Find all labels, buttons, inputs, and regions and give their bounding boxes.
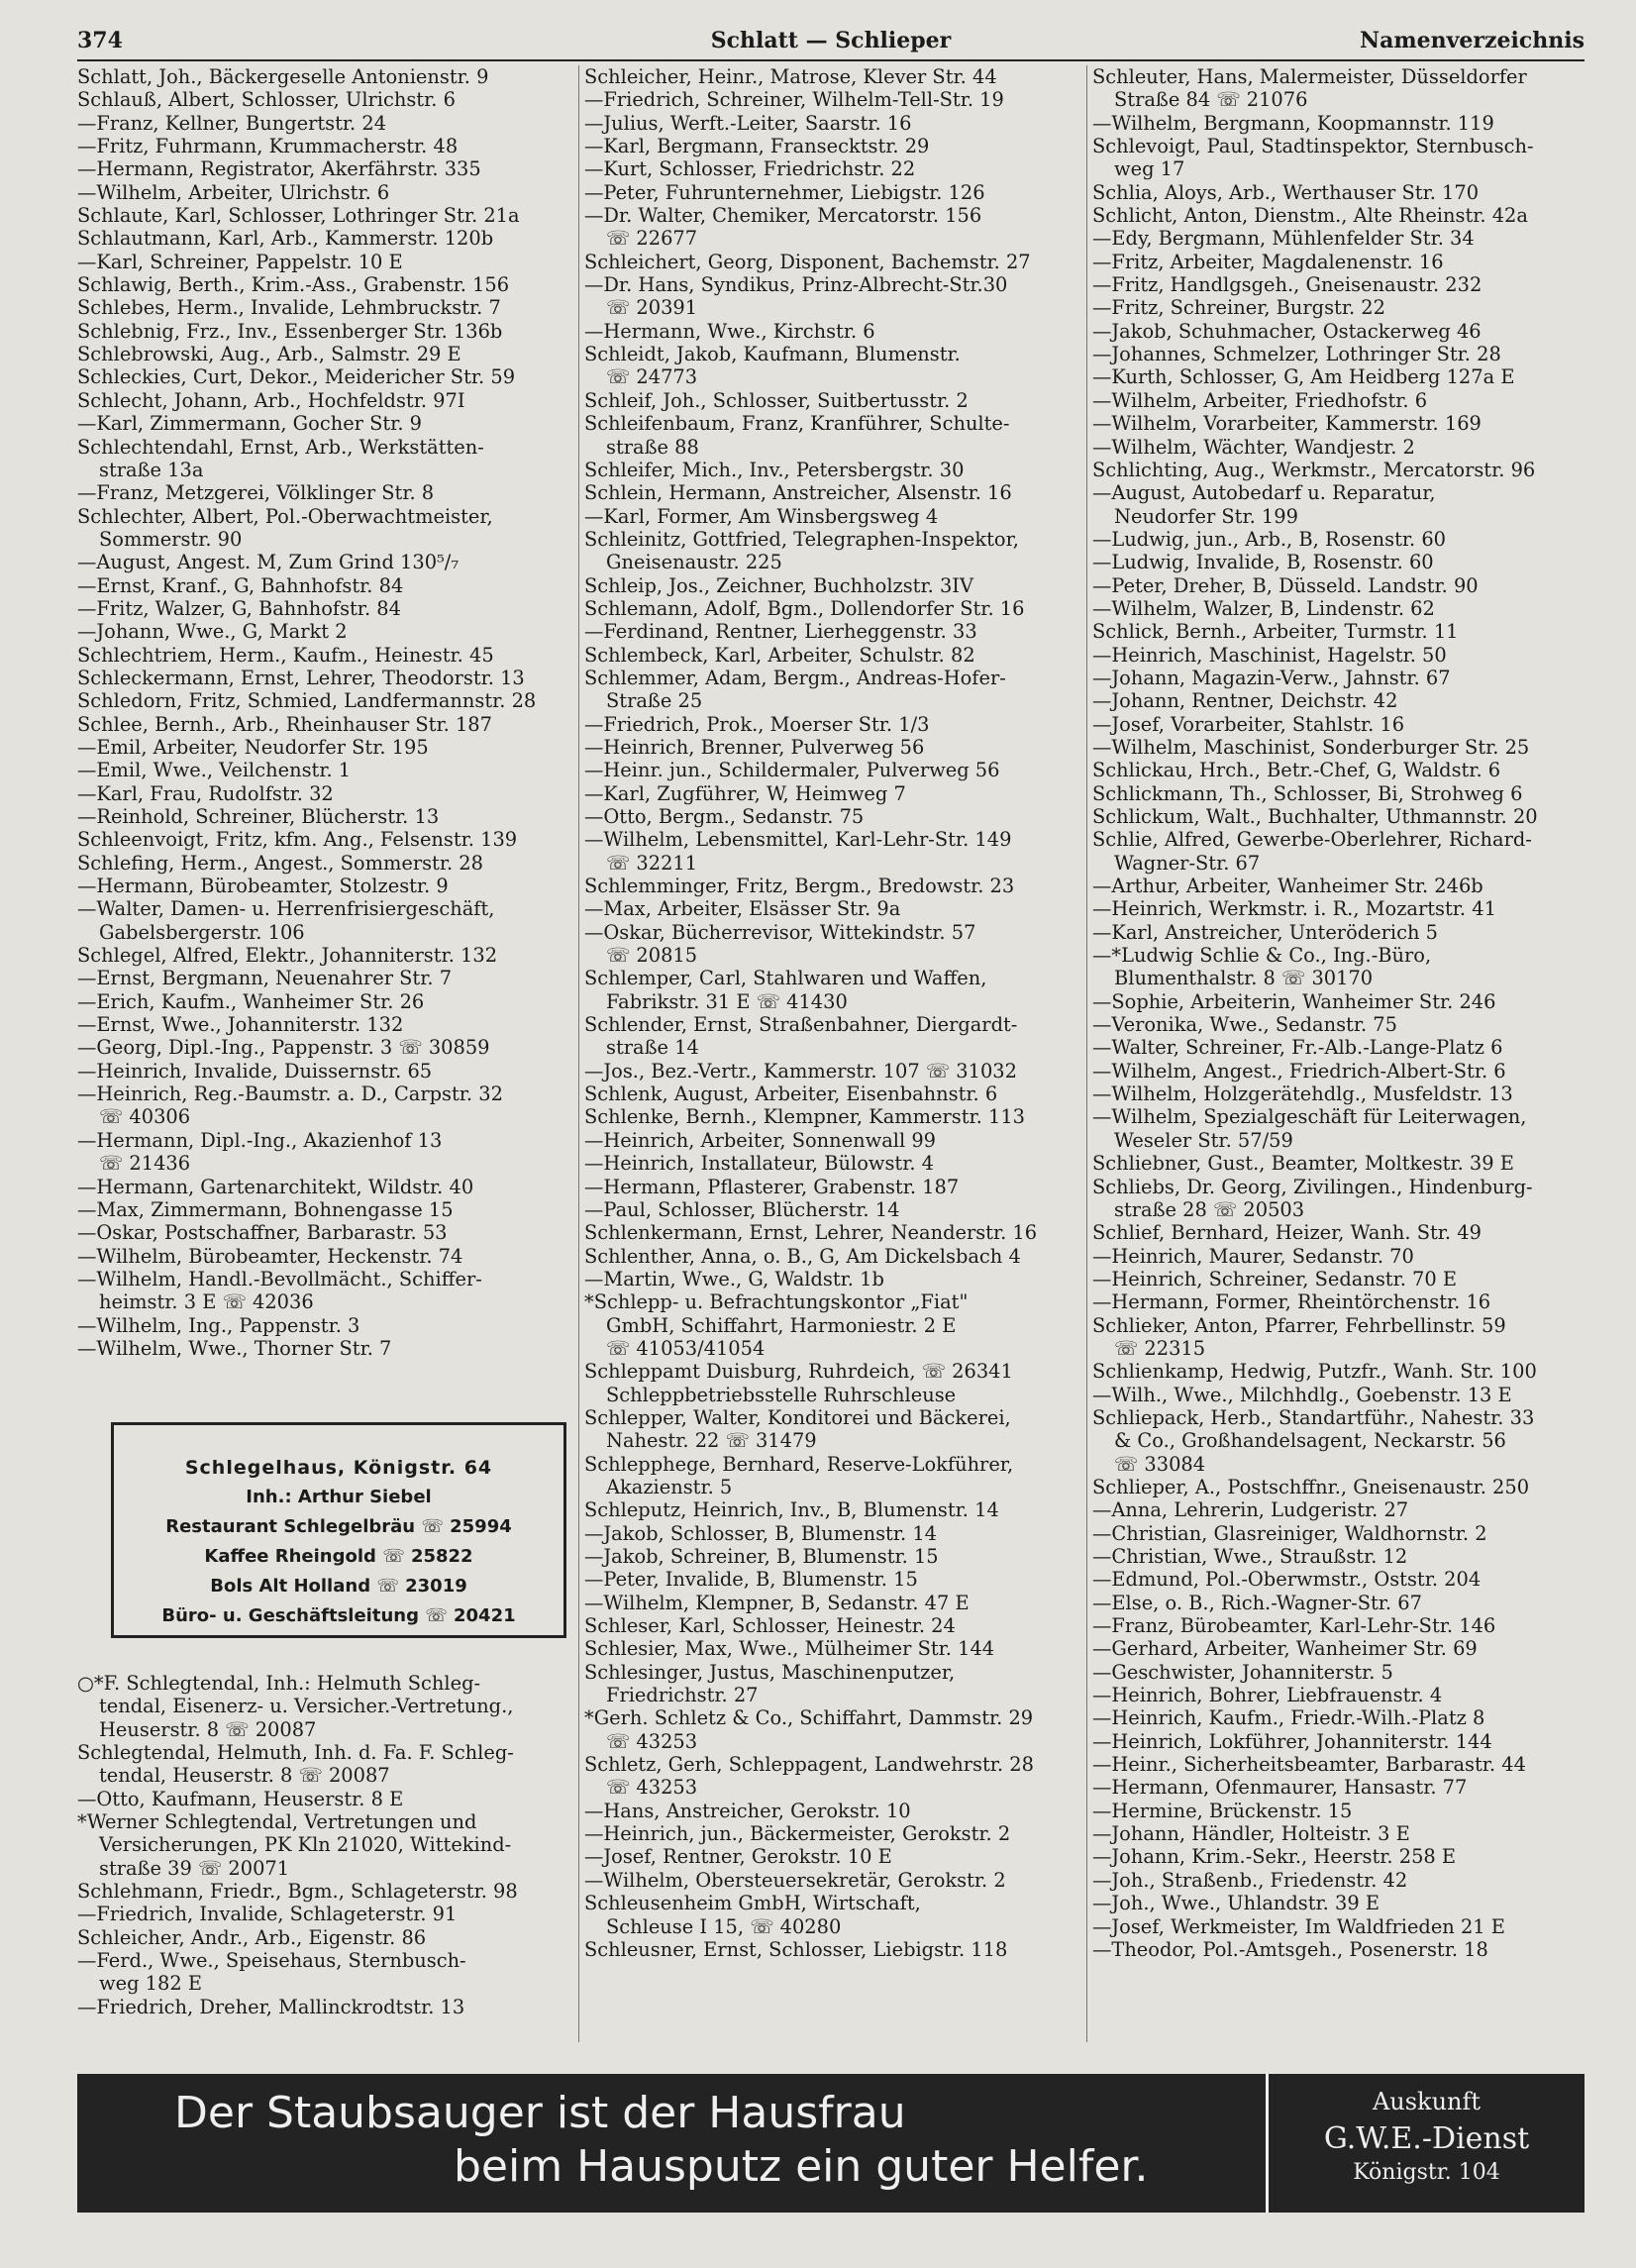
directory-entry: *Werner Schlegtendal, Vertretungen und bbox=[77, 1810, 477, 1834]
directory-entry: Schlenther, Anna, o. B., G, Am Dickelsbach 4 bbox=[584, 1244, 1021, 1268]
directory-entry: Schleuter, Hans, Malermeister, Düsseldorfer bbox=[1092, 65, 1527, 88]
directory-entry: —Friedrich, Prok., Moerser Str. 1/3 bbox=[584, 712, 930, 736]
directory-entry: —Christian, Glasreiniger, Waldhornstr. 2 bbox=[1092, 1521, 1487, 1545]
directory-entry: —Heinrich, Reg.-Baumstr. a. D., Carpstr. 32 bbox=[77, 1082, 503, 1106]
directory-entry: straße 13a bbox=[99, 458, 204, 481]
directory-entry: —Heinr., Sicherheitsbeamter, Barbarastr. 44 bbox=[1092, 1753, 1526, 1777]
directory-entry: straße 14 bbox=[606, 1036, 699, 1060]
directory-entry: —Heinrich, Installateur, Bülowstr. 4 bbox=[584, 1152, 935, 1176]
directory-entry: ☏ 20815 bbox=[606, 944, 698, 968]
directory-entry: Schlatt, Joh., Bäckergeselle Antonienstr. 9 bbox=[77, 65, 489, 88]
directory-entry: —Hermann, Wwe., Kirchstr. 6 bbox=[584, 319, 875, 343]
directory-entry: —Johannes, Schmelzer, Lothringer Str. 28 bbox=[1092, 343, 1501, 366]
directory-entry: Schliebner, Gust., Beamter, Moltkestr. 39 E bbox=[1092, 1152, 1514, 1176]
directory-entry: —Hermann, Registrator, Akerfährstr. 335 bbox=[77, 157, 481, 181]
directory-entry: —Sophie, Arbeiterin, Wanheimer Str. 246 bbox=[1092, 989, 1496, 1013]
directory-entry: —Heinrich, Schreiner, Sedanstr. 70 E bbox=[1092, 1267, 1458, 1290]
page-number: 374 bbox=[77, 28, 123, 53]
directory-entry: Schlegtendal, Helmuth, Inh. d. Fa. F. Schleg- bbox=[77, 1741, 514, 1765]
directory-entry: —Peter, Dreher, B, Düsseld. Landstr. 90 bbox=[1092, 573, 1479, 597]
directory-entry: —August, Angest. M, Zum Grind 130⁵/₇ bbox=[77, 551, 460, 574]
directory-entry: —Edmund, Pol.-Oberwmstr., Oststr. 204 bbox=[1092, 1568, 1482, 1592]
directory-entry: —Wilhelm, Obersteuersekretär, Gerokstr. 2 bbox=[584, 1868, 1006, 1892]
directory-entry: ○*F. Schlegtendal, Inh.: Helmuth Schleg- bbox=[77, 1672, 481, 1695]
directory-entry: —Otto, Bergm., Sedanstr. 75 bbox=[584, 805, 865, 828]
directory-entry: —Joh., Wwe., Uhlandstr. 39 E bbox=[1092, 1892, 1380, 1915]
directory-entry: Schlickau, Hrch., Betr.-Chef, G, Waldstr. 6 bbox=[1092, 759, 1501, 782]
directory-entry: —Josef, Werkmeister, Im Waldfrieden 21 E bbox=[1092, 1914, 1505, 1938]
directory-entry: —Heinrich, Lokführer, Johanniterstr. 144 bbox=[1092, 1729, 1492, 1753]
directory-entry: —Hermann, Gartenarchitekt, Wildstr. 40 bbox=[77, 1175, 474, 1198]
ad-line: Inh.: Arthur Siebel bbox=[246, 1487, 432, 1507]
directory-entry: Schleifer, Mich., Inv., Petersbergstr. 30 bbox=[584, 458, 965, 481]
directory-entry: ☏ 33084 bbox=[1114, 1452, 1206, 1476]
directory-entry: Schletz, Gerh, Schleppagent, Landwehrstr. 28 bbox=[584, 1753, 1034, 1777]
directory-entry: Schlenk, August, Arbeiter, Eisenbahnstr. 6 bbox=[584, 1082, 998, 1106]
directory-entry: Gabelsbergerstr. 106 bbox=[99, 920, 305, 944]
directory-entry: Schlesier, Max, Wwe., Mülheimer Str. 144 bbox=[584, 1637, 995, 1661]
directory-entry: weg 182 E bbox=[99, 1972, 202, 1996]
directory-entry: —Gerhard, Arbeiter, Wanheimer Str. 69 bbox=[1092, 1637, 1478, 1661]
directory-entry: —Kurt, Schlosser, Friedrichstr. 22 bbox=[584, 157, 916, 181]
directory-entry: Schleusenheim GmbH, Wirtschaft, bbox=[584, 1892, 921, 1915]
section-title: Namenverzeichnis bbox=[1360, 28, 1585, 53]
directory-entry: —Oskar, Bücherrevisor, Wittekindstr. 57 bbox=[584, 920, 976, 944]
page-header bbox=[77, 26, 1585, 61]
directory-entry: —Erich, Kaufm., Wanheimer Str. 26 bbox=[77, 989, 425, 1013]
directory-entry: —Kurth, Schlosser, G, Am Heidberg 127a E bbox=[1092, 365, 1515, 389]
directory-entry: —Friedrich, Invalide, Schlageterstr. 91 bbox=[77, 1903, 458, 1926]
directory-entry: —Julius, Werft.-Leiter, Saarstr. 16 bbox=[584, 111, 912, 135]
directory-entry: Akazienstr. 5 bbox=[606, 1475, 733, 1498]
directory-entry: Sommerstr. 90 bbox=[99, 527, 243, 551]
directory-entry: Friedrichstr. 27 bbox=[606, 1684, 759, 1707]
directory-entry: Schlauß, Albert, Schlosser, Ulrichstr. 6 bbox=[77, 88, 456, 112]
directory-entry: —Friedrich, Schreiner, Wilhelm-Tell-Str. 19 bbox=[584, 88, 1004, 112]
ad-line: Restaurant Schlegelbräu ☏ 25994 bbox=[165, 1516, 512, 1537]
directory-entry: ☏ 22677 bbox=[606, 227, 698, 251]
directory-entry: —Jakob, Schlosser, B, Blumenstr. 14 bbox=[584, 1521, 937, 1545]
directory-entry: Schledorn, Fritz, Schmied, Landfermannstr. 28 bbox=[77, 689, 537, 713]
directory-entry: —Max, Arbeiter, Elsässer Str. 9a bbox=[584, 897, 901, 921]
directory-entry: —Emil, Wwe., Veilchenstr. 1 bbox=[77, 759, 352, 782]
directory-entry: —Edy, Bergmann, Mühlenfelder Str. 34 bbox=[1092, 227, 1475, 251]
directory-entry: Schlia, Aloys, Arb., Werthauser Str. 170 bbox=[1092, 180, 1480, 204]
directory-entry: —Heinrich, Invalide, Duissernstr. 65 bbox=[77, 1059, 433, 1082]
directory-entry: —Martin, Wwe., G, Waldstr. 1b bbox=[584, 1267, 884, 1290]
ad-line: Schlegelhaus, Königstr. 64 bbox=[184, 1457, 493, 1479]
directory-entry: Schleidt, Jakob, Kaufmann, Blumenstr. bbox=[584, 343, 961, 366]
ad-line: Kaffee Rheingold ☏ 25822 bbox=[204, 1546, 473, 1567]
directory-entry: *Schlepp- u. Befrachtungskontor „Fiat" bbox=[584, 1290, 969, 1314]
directory-entry: —Wilhelm, Arbeiter, Ulrichstr. 6 bbox=[77, 180, 390, 204]
directory-entry: —Walter, Schreiner, Fr.-Alb.-Lange-Platz 6 bbox=[1092, 1036, 1503, 1060]
directory-entry: Schlick, Bernh., Arbeiter, Turmstr. 11 bbox=[1092, 620, 1459, 644]
directory-entry: & Co., Großhandelsagent, Neckarstr. 56 bbox=[1114, 1429, 1506, 1453]
banner-info-box bbox=[1266, 2074, 1585, 2213]
directory-entry: —Franz, Metzgerei, Völklinger Str. 8 bbox=[77, 481, 435, 505]
directory-entry: —Heinrich, Kaufm., Friedr.-Wilh.-Platz 8 bbox=[1092, 1706, 1485, 1730]
directory-entry: Schlender, Ernst, Straßenbahner, Diergardt- bbox=[584, 1013, 1018, 1037]
directory-entry: Wagner-Str. 67 bbox=[1114, 851, 1261, 875]
directory-entry: GmbH, Schiffahrt, Harmoniestr. 2 E bbox=[606, 1313, 957, 1337]
directory-entry: Fabrikstr. 31 E ☏ 41430 bbox=[606, 989, 848, 1013]
directory-entry: —Wilhelm, Lebensmittel, Karl-Lehr-Str. 149 bbox=[584, 828, 1012, 852]
directory-entry: —Dr. Hans, Syndikus, Prinz-Albrecht-Str.30 bbox=[584, 273, 1008, 297]
directory-entry: —Walter, Damen- u. Herrenfrisiergeschäft, bbox=[77, 897, 495, 921]
ad-line: Büro- u. Geschäftsleitung ☏ 20421 bbox=[161, 1605, 516, 1626]
directory-entry: —August, Autobedarf u. Reparatur, bbox=[1092, 481, 1436, 505]
directory-entry: —Peter, Fuhrunternehmer, Liebigstr. 126 bbox=[584, 180, 985, 204]
directory-entry: —Theodor, Pol.-Amtsgeh., Posenerstr. 18 bbox=[1092, 1937, 1488, 1961]
directory-entry: Schlechter, Albert, Pol.-Oberwachtmeister, bbox=[77, 504, 493, 528]
directory-entry: —Max, Zimmermann, Bohnengasse 15 bbox=[77, 1197, 454, 1221]
directory-entry: —Johann, Rentner, Deichstr. 42 bbox=[1092, 689, 1398, 713]
directory-entry: Nahestr. 22 ☏ 31479 bbox=[606, 1429, 817, 1453]
directory-entry: Schlemmer, Adam, Bergm., Andreas-Hofer- bbox=[584, 666, 1006, 689]
directory-entry: —Heinrich, Maurer, Sedanstr. 70 bbox=[1092, 1244, 1414, 1268]
directory-entry: —Joh., Straßenb., Friedenstr. 42 bbox=[1092, 1868, 1408, 1892]
directory-entry: —Wilhelm, Arbeiter, Friedhofstr. 6 bbox=[1092, 388, 1428, 412]
directory-entry: Neudorfer Str. 199 bbox=[1114, 504, 1298, 528]
directory-entry: Schleichert, Georg, Disponent, Bachemstr. 27 bbox=[584, 250, 1031, 273]
directory-entry: Schlebes, Herm., Invalide, Lehmbruckstr. 7 bbox=[77, 296, 501, 320]
directory-entry: —Karl, Former, Am Winsbergsweg 4 bbox=[584, 504, 939, 528]
directory-entry: Schlaute, Karl, Schlosser, Lothringer Str. 21a bbox=[77, 204, 520, 228]
directory-entry: —Karl, Frau, Rudolfstr. 32 bbox=[77, 781, 334, 805]
directory-entry: —Wilh., Wwe., Milchhdlg., Goebenstr. 13 E bbox=[1092, 1383, 1512, 1406]
directory-entry: Schlemminger, Fritz, Bergm., Bredowstr. 23 bbox=[584, 875, 1015, 898]
directory-entry: —Geschwister, Johanniterstr. 5 bbox=[1092, 1660, 1393, 1684]
directory-entry: Schlebrowski, Aug., Arb., Salmstr. 29 E bbox=[77, 343, 461, 366]
banner-info-label: Auskunft bbox=[1372, 2088, 1482, 2115]
directory-entry: —Heinrich, Maschinist, Hagelstr. 50 bbox=[1092, 643, 1447, 667]
directory-entry: —Ernst, Kranf., G, Bahnhofstr. 84 bbox=[77, 573, 404, 597]
directory-entry: —Hermann, Pflasterer, Grabenstr. 187 bbox=[584, 1175, 960, 1198]
directory-entry: —Veronika, Wwe., Sedanstr. 75 bbox=[1092, 1013, 1397, 1037]
directory-entry: —Franz, Kellner, Bungertstr. 24 bbox=[77, 111, 387, 135]
directory-entry: Schleinitz, Gottfried, Telegraphen-Inspektor, bbox=[584, 527, 1019, 551]
directory-entry: tendal, Heuserstr. 8 ☏ 20087 bbox=[99, 1764, 390, 1788]
directory-entry: Heuserstr. 8 ☏ 20087 bbox=[99, 1717, 317, 1741]
directory-entry: Schlautmann, Karl, Arb., Kammerstr. 120b bbox=[77, 227, 494, 251]
directory-entry: Schleip, Jos., Zeichner, Buchholzstr. 3IV bbox=[584, 573, 973, 597]
directory-entry: —Karl, Bergmann, Fransecktstr. 29 bbox=[584, 135, 930, 158]
directory-entry: Schleser, Karl, Schlosser, Heinestr. 24 bbox=[584, 1614, 956, 1638]
directory-entry: —Wilhelm, Bürobeamter, Heckenstr. 74 bbox=[77, 1244, 463, 1268]
directory-entry: —Wilhelm, Holzgerätehdlg., Musfeldstr. 13 bbox=[1092, 1082, 1513, 1106]
directory-entry: —Heinrich, Arbeiter, Sonnenwall 99 bbox=[584, 1128, 937, 1152]
directory-entry: Schlieper, A., Postschffnr., Gneisenaustr. 250 bbox=[1092, 1475, 1530, 1498]
directory-entry: —Fritz, Fuhrmann, Krummacherstr. 48 bbox=[77, 135, 459, 158]
banner-slogan-line-1: Der Staubsauger ist der Hausfrau bbox=[174, 2088, 906, 2138]
directory-entry: Schlenkermann, Ernst, Lehrer, Neanderstr. 16 bbox=[584, 1221, 1038, 1245]
directory-entry: Blumenthalstr. 8 ☏ 30170 bbox=[1114, 967, 1374, 990]
directory-entry: Schleusner, Ernst, Schlosser, Liebigstr. 118 bbox=[584, 1937, 1008, 1961]
directory-entry: —Wilhelm, Handl.-Bevollmächt., Schiffer- bbox=[77, 1267, 482, 1290]
directory-entry: Schlieker, Anton, Pfarrer, Fehrbellinstr. 59 bbox=[1092, 1313, 1506, 1337]
running-title: Schlatt — Schlieper bbox=[710, 28, 952, 53]
directory-entry: —Heinrich, Brenner, Pulverweg 56 bbox=[584, 735, 925, 759]
directory-entry: —Wilhelm, Vorarbeiter, Kammerstr. 169 bbox=[1092, 412, 1482, 436]
directory-entry: —Peter, Invalide, B, Blumenstr. 15 bbox=[584, 1568, 918, 1592]
directory-entry: —Ludwig, Invalide, B, Rosenstr. 60 bbox=[1092, 551, 1434, 574]
directory-column-2 bbox=[584, 65, 1089, 1961]
directory-entry: ☏ 32211 bbox=[606, 851, 698, 875]
directory-entry: Schlembeck, Karl, Arbeiter, Schulstr. 82 bbox=[584, 643, 975, 667]
directory-entry: Schleicher, Heinr., Matrose, Klever Str. 44 bbox=[584, 65, 997, 88]
directory-entry: —Oskar, Postschaffner, Barbarastr. 53 bbox=[77, 1221, 448, 1245]
banner-info-address: Königstr. 104 bbox=[1353, 2160, 1500, 2185]
directory-entry: Schleppbetriebsstelle Ruhrschleuse bbox=[606, 1383, 957, 1406]
directory-entry: Schlief, Bernhard, Heizer, Wanh. Str. 49 bbox=[1092, 1221, 1482, 1245]
directory-entry: —Hermann, Bürobeamter, Stolzestr. 9 bbox=[77, 875, 449, 898]
directory-column-1-continued bbox=[77, 1672, 572, 2018]
directory-entry: —Johann, Händler, Holteistr. 3 E bbox=[1092, 1822, 1410, 1846]
directory-entry: Schlickum, Walt., Buchhalter, Uthmannstr. 20 bbox=[1092, 805, 1538, 828]
directory-entry: —Ferd., Wwe., Speisehaus, Sternbusch- bbox=[77, 1949, 466, 1973]
directory-entry: ☏ 40306 bbox=[99, 1105, 191, 1129]
directory-entry: Schliepack, Herb., Standartführ., Nahestr. 33 bbox=[1092, 1405, 1535, 1429]
directory-entry: Schlemann, Adolf, Bgm., Dollendorfer Str. 16 bbox=[584, 596, 1025, 620]
directory-entry: —Ernst, Wwe., Johanniterstr. 132 bbox=[77, 1013, 404, 1037]
directory-entry: straße 39 ☏ 20071 bbox=[99, 1856, 290, 1880]
directory-entry: tendal, Eisenerz- u. Versicher.-Vertretung., bbox=[99, 1695, 514, 1718]
directory-entry: —Fritz, Handlgsgeh., Gneisenaustr. 232 bbox=[1092, 273, 1483, 297]
directory-entry: Schlenke, Bernh., Klempner, Kammerstr. 113 bbox=[584, 1105, 1025, 1129]
directory-entry: ☏ 43253 bbox=[606, 1729, 698, 1753]
directory-entry: —Johann, Magazin-Verw., Jahnstr. 67 bbox=[1092, 666, 1451, 689]
directory-entry: Schlesinger, Justus, Maschinenputzer, bbox=[584, 1660, 956, 1684]
directory-entry: —Karl, Zugführer, W, Heimweg 7 bbox=[584, 781, 906, 805]
directory-entry: Schlechtriem, Herm., Kaufm., Heinestr. 45 bbox=[77, 643, 494, 667]
directory-entry: —Ferdinand, Rentner, Lierheggenstr. 33 bbox=[584, 620, 977, 644]
directory-entry: —Karl, Schreiner, Pappelstr. 10 E bbox=[77, 250, 403, 273]
directory-entry: —Wilhelm, Maschinist, Sonderburger Str. 25 bbox=[1092, 735, 1530, 759]
directory-entry: ☏ 24773 bbox=[606, 365, 698, 389]
directory-entry: —*Ludwig Schlie & Co., Ing.-Büro, bbox=[1092, 944, 1432, 968]
directory-entry: Straße 84 ☏ 21076 bbox=[1114, 88, 1308, 112]
directory-entry: —Hermann, Former, Rheintörchenstr. 16 bbox=[1092, 1290, 1491, 1314]
directory-entry: Schleicher, Andr., Arb., Eigenstr. 86 bbox=[77, 1925, 427, 1949]
directory-entry: heimstr. 3 E ☏ 42036 bbox=[99, 1290, 314, 1314]
directory-entry: —Heinrich, Bohrer, Liebfrauenstr. 4 bbox=[1092, 1684, 1443, 1707]
directory-entry: *Gerh. Schletz & Co., Schiffahrt, Dammstr. 29 bbox=[584, 1706, 1034, 1730]
directory-entry: —Fritz, Schreiner, Burgstr. 22 bbox=[1092, 296, 1385, 320]
directory-entry: —Dr. Walter, Chemiker, Mercatorstr. 156 bbox=[584, 204, 982, 228]
directory-entry: ☏ 20391 bbox=[606, 296, 698, 320]
directory-entry: Schlefing, Herm., Angest., Sommerstr. 28 bbox=[77, 851, 483, 875]
directory-column-1 bbox=[77, 65, 572, 1360]
directory-entry: —Anna, Lehrerin, Ludgeristr. 27 bbox=[1092, 1498, 1409, 1522]
directory-entry: Schlicht, Anton, Dienstm., Alte Rheinstr. 42a bbox=[1092, 204, 1528, 228]
directory-entry: Schleckermann, Ernst, Lehrer, Theodorstr. 13 bbox=[77, 666, 525, 689]
directory-entry: Schlepphege, Bernhard, Reserve-Lokführer, bbox=[584, 1452, 1014, 1476]
directory-entry: straße 88 bbox=[606, 435, 699, 459]
directory-entry: Schlemper, Carl, Stahlwaren und Waffen, bbox=[584, 967, 987, 990]
directory-entry: —Josef, Vorarbeiter, Stahlstr. 16 bbox=[1092, 712, 1405, 736]
directory-entry: Schlechtendahl, Ernst, Arb., Werkstätten- bbox=[77, 435, 484, 459]
banner-slogan-line-2: beim Hausputz ein guter Helfer. bbox=[454, 2141, 1149, 2192]
directory-entry: Schlee, Bernh., Arb., Rheinhauser Str. 187 bbox=[77, 712, 492, 736]
directory-entry: —Karl, Anstreicher, Unteröderich 5 bbox=[1092, 920, 1438, 944]
directory-entry: —Arthur, Arbeiter, Wanheimer Str. 246b bbox=[1092, 875, 1483, 898]
directory-entry: —Else, o. B., Rich.-Wagner-Str. 67 bbox=[1092, 1591, 1422, 1614]
directory-entry: —Wilhelm, Klempner, B, Sedanstr. 47 E bbox=[584, 1591, 970, 1614]
ad-line: Bols Alt Holland ☏ 23019 bbox=[210, 1576, 467, 1597]
directory-entry: —Wilhelm, Wwe., Thorner Str. 7 bbox=[77, 1336, 392, 1360]
directory-entry: straße 28 ☏ 20503 bbox=[1114, 1197, 1305, 1221]
directory-entry: —Johann, Wwe., G, Markt 2 bbox=[77, 620, 348, 644]
directory-entry: —Jakob, Schuhmacher, Ostackerweg 46 bbox=[1092, 319, 1482, 343]
directory-entry: ☏ 41053/41054 bbox=[606, 1336, 766, 1360]
directory-entry: Schleppamt Duisburg, Ruhrdeich, ☏ 26341 bbox=[584, 1360, 1013, 1384]
directory-entry: weg 17 bbox=[1114, 157, 1185, 181]
directory-entry: Schlevoigt, Paul, Stadtinspektor, Sternbusch- bbox=[1092, 135, 1534, 158]
directory-entry: —Wilhelm, Walzer, B, Lindenstr. 62 bbox=[1092, 596, 1435, 620]
bottom-advertisement-banner bbox=[77, 2074, 1585, 2213]
directory-entry: —Hans, Anstreicher, Gerokstr. 10 bbox=[584, 1799, 911, 1822]
directory-entry: —Wilhelm, Wächter, Wandjestr. 2 bbox=[1092, 435, 1415, 459]
directory-entry: —Friedrich, Dreher, Mallinckrodtstr. 13 bbox=[77, 1995, 465, 2018]
directory-entry: Schlie, Alfred, Gewerbe-Oberlehrer, Richard- bbox=[1092, 828, 1532, 852]
directory-entry: —Karl, Zimmermann, Gocher Str. 9 bbox=[77, 412, 422, 436]
directory-entry: —Paul, Schlosser, Blücherstr. 14 bbox=[584, 1197, 900, 1221]
directory-entry: —Fritz, Walzer, G, Bahnhofstr. 84 bbox=[77, 596, 401, 620]
directory-entry: Straße 25 bbox=[606, 689, 703, 713]
directory-entry: —Wilhelm, Ing., Pappenstr. 3 bbox=[77, 1313, 360, 1337]
directory-entry: Schlehmann, Friedr., Bgm., Schlageterstr. 98 bbox=[77, 1880, 518, 1904]
directory-column-3 bbox=[1092, 65, 1587, 1961]
directory-entry: ☏ 21436 bbox=[99, 1152, 191, 1176]
directory-entry: —Hermann, Dipl.-Ing., Akazienhof 13 bbox=[77, 1128, 443, 1152]
directory-entry: —Hermine, Brückenstr. 15 bbox=[1092, 1799, 1353, 1822]
directory-entry: —Wilhelm, Spezialgeschäft für Leiterwagen, bbox=[1092, 1105, 1527, 1129]
directory-entry: —Franz, Bürobeamter, Karl-Lehr-Str. 146 bbox=[1092, 1614, 1496, 1638]
directory-entry: —Johann, Krim.-Sekr., Heerstr. 258 E bbox=[1092, 1845, 1457, 1869]
directory-entry: Schliebs, Dr. Georg, Zivilingen., Hindenburg- bbox=[1092, 1175, 1533, 1198]
directory-entry: Gneisenaustr. 225 bbox=[606, 551, 782, 574]
directory-entry: ☏ 22315 bbox=[1114, 1336, 1206, 1360]
directory-entry: Schlegel, Alfred, Elektr., Johanniterstr. 132 bbox=[77, 944, 498, 968]
directory-entry: Schleifenbaum, Franz, Kranführer, Schulte- bbox=[584, 412, 1010, 436]
directory-entry: Weseler Str. 57/59 bbox=[1114, 1128, 1293, 1152]
directory-entry: —Emil, Arbeiter, Neudorfer Str. 195 bbox=[77, 735, 429, 759]
directory-entry: Schleuse I 15, ☏ 40280 bbox=[606, 1914, 842, 1938]
directory-entry: —Wilhelm, Bergmann, Koopmannstr. 119 bbox=[1092, 111, 1494, 135]
directory-entry: Schleenvoigt, Fritz, kfm. Ang., Felsenstr. 139 bbox=[77, 828, 518, 852]
directory-entry: Schlecht, Johann, Arb., Hochfeldstr. 97I bbox=[77, 388, 465, 412]
directory-entry: ☏ 43253 bbox=[606, 1776, 698, 1800]
directory-entry: —Wilhelm, Angest., Friedrich-Albert-Str. 6 bbox=[1092, 1059, 1506, 1082]
directory-entry: Schleputz, Heinrich, Inv., B, Blumenstr. 14 bbox=[584, 1498, 999, 1522]
directory-entry: —Jos., Bez.-Vertr., Kammerstr. 107 ☏ 31032 bbox=[584, 1059, 1017, 1082]
directory-entry: Schlein, Hermann, Anstreicher, Alsenstr. 16 bbox=[584, 481, 1012, 505]
column-divider bbox=[578, 65, 579, 2042]
directory-entry: —Heinrich, jun., Bäckermeister, Gerokstr. 2 bbox=[584, 1822, 1011, 1846]
directory-entry: —Georg, Dipl.-Ing., Pappenstr. 3 ☏ 30859 bbox=[77, 1036, 490, 1060]
directory-entry: Schleckies, Curt, Dekor., Meidericher Str. 59 bbox=[77, 365, 516, 389]
advertisement-schlegelhaus bbox=[111, 1422, 566, 1638]
directory-entry: —Hermann, Ofenmaurer, Hansastr. 77 bbox=[1092, 1776, 1468, 1800]
directory-entry: Versicherungen, PK Kln 21020, Wittekind- bbox=[99, 1833, 512, 1857]
banner-info-service: G.W.E.-Dienst bbox=[1323, 2121, 1530, 2156]
directory-entry: —Jakob, Schreiner, B, Blumenstr. 15 bbox=[584, 1545, 939, 1568]
directory-entry: —Josef, Rentner, Gerokstr. 10 E bbox=[584, 1845, 892, 1869]
directory-entry: Schlebnig, Frz., Inv., Essenberger Str. 136b bbox=[77, 319, 503, 343]
directory-entry: —Christian, Wwe., Straußstr. 12 bbox=[1092, 1545, 1408, 1568]
directory-entry: —Ernst, Bergmann, Neuenahrer Str. 7 bbox=[77, 967, 453, 990]
directory-entry: —Heinrich, Werkmstr. i. R., Mozartstr. 41 bbox=[1092, 897, 1496, 921]
directory-entry: —Fritz, Arbeiter, Magdalenenstr. 16 bbox=[1092, 250, 1444, 273]
directory-entry: Schlickmann, Th., Schlosser, Bi, Strohweg 6 bbox=[1092, 781, 1523, 805]
directory-entry: Schlawig, Berth., Krim.-Ass., Grabenstr. 156 bbox=[77, 273, 510, 297]
directory-entry: Schlichting, Aug., Werkmstr., Mercatorstr. 96 bbox=[1092, 458, 1536, 481]
directory-entry: Schlienkamp, Hedwig, Putzfr., Wanh. Str. 100 bbox=[1092, 1360, 1537, 1384]
directory-entry: Schleif, Joh., Schlosser, Suitbertusstr. 2 bbox=[584, 388, 969, 412]
directory-entry: —Ludwig, jun., Arb., B, Rosenstr. 60 bbox=[1092, 527, 1447, 551]
directory-entry: Schlepper, Walter, Konditorei und Bäckerei, bbox=[584, 1405, 1011, 1429]
directory-entry: —Reinhold, Schreiner, Blücherstr. 13 bbox=[77, 805, 440, 828]
directory-entry: —Heinr. jun., Schildermaler, Pulverweg 56 bbox=[584, 759, 1000, 782]
directory-entry: —Otto, Kaufmann, Heuserstr. 8 E bbox=[77, 1787, 404, 1810]
